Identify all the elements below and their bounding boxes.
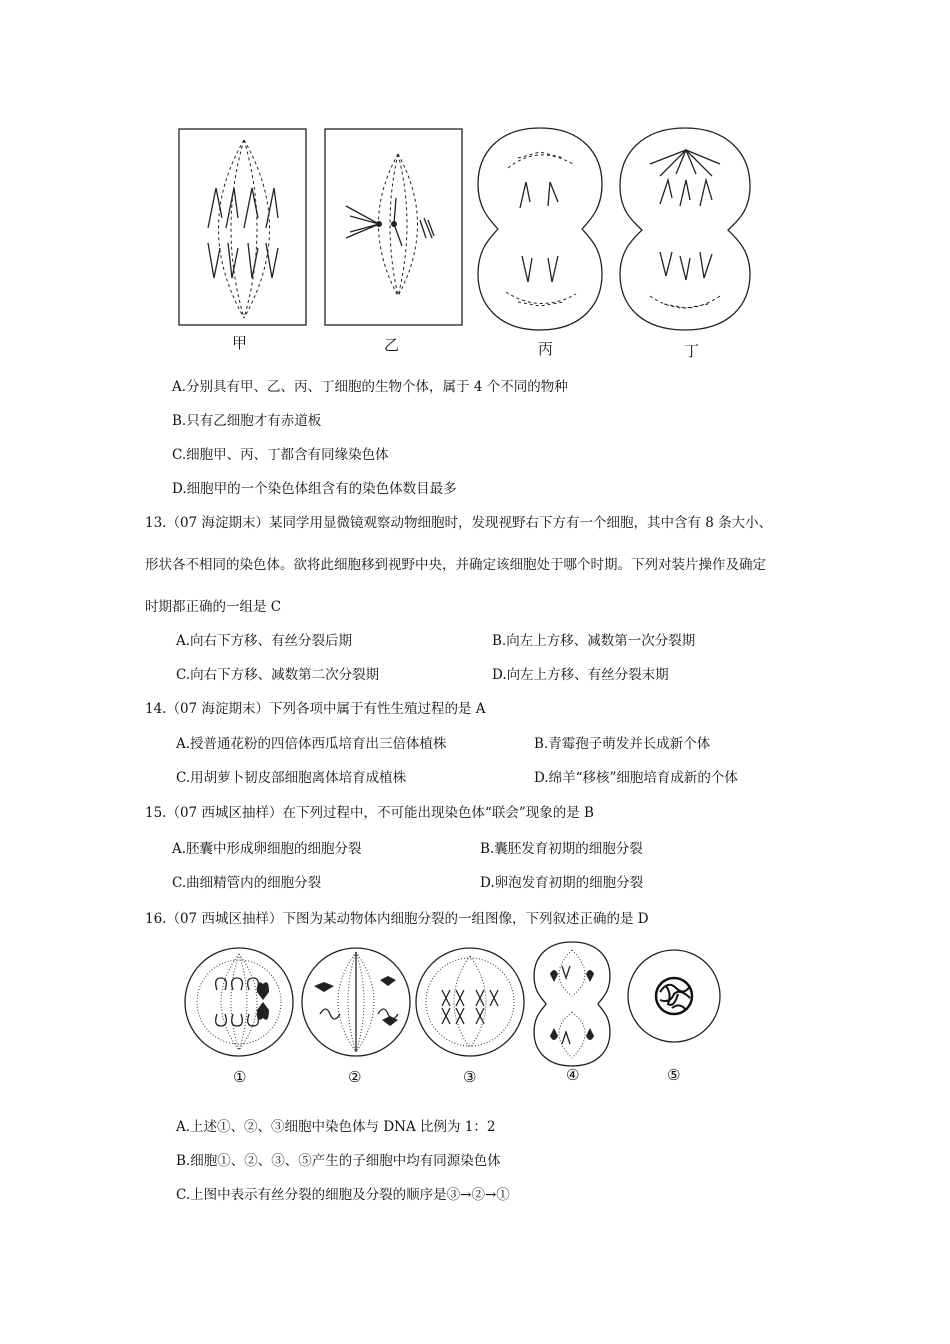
option-15-c: C.曲细精管内的细胞分裂 — [172, 875, 322, 891]
figure-label-2: ② — [348, 1068, 362, 1086]
option-16-c: C.上图中表示有丝分裂的细胞及分裂的顺序是③→②→① — [176, 1187, 510, 1203]
cell-diagram-1 — [183, 946, 295, 1058]
question-14-stem: 14.（07 海淀期末）下列各项中属于有性生殖过程的是 A — [145, 701, 486, 717]
question-16-stem: 16.（07 西城区抽样）下图为某动物体内细胞分裂的一组图像，下列叙述正确的是 D — [145, 911, 649, 927]
question-13-stem-line-1: 13.（07 海淀期末）某同学用显微镜观察动物细胞时，发现视野右下方有一个细胞，其中含有 8 条大小、 — [145, 515, 773, 531]
cell-diagram-4 — [532, 940, 612, 1068]
option-16-b: B.细胞①、②、③、⑤产生的子细胞中均有同源染色体 — [176, 1153, 501, 1169]
cell-diagram-jia — [178, 128, 308, 328]
option-12-c: C.细胞甲、丙、丁都含有同缘染色体 — [172, 447, 389, 463]
figure-label-bing: 丙 — [538, 340, 554, 358]
option-14-c: C.用胡萝卜韧皮部细胞离体培育成植株 — [176, 770, 407, 786]
cell-diagram-yi — [324, 128, 464, 328]
figure-label-3: ③ — [463, 1068, 477, 1086]
option-13-d: D.向左上方移、有丝分裂末期 — [492, 667, 669, 683]
cell-diagram-5 — [626, 948, 722, 1044]
option-15-b: B.囊胚发育初期的细胞分裂 — [480, 841, 643, 857]
figure-label-ding: 丁 — [684, 342, 700, 360]
question-13-stem-line-3: 时期都正确的一组是 C — [145, 599, 282, 615]
option-13-c: C.向右下方移、减数第二次分裂期 — [176, 667, 380, 683]
figure-label-jia: 甲 — [232, 334, 248, 352]
option-13-b: B.向左上方移、减数第一次分裂期 — [492, 633, 696, 649]
option-14-a: A.授普通花粉的四倍体西瓜培育出三倍体植株 — [176, 736, 447, 752]
option-15-d: D.卵泡发育初期的细胞分裂 — [480, 875, 644, 891]
option-12-d: D.细胞甲的一个染色体组含有的染色体数目最多 — [172, 481, 457, 497]
cell-diagram-bing — [478, 124, 602, 334]
option-16-a: A.上述①、②、③细胞中染色体与 DNA 比例为 1：2 — [176, 1119, 496, 1135]
cell-diagram-3 — [414, 946, 526, 1058]
option-13-a: A.向右下方移、有丝分裂后期 — [176, 633, 353, 649]
option-12-a: A.分别具有甲、乙、丙、丁细胞的生物个体，属于 4 个不同的物种 — [172, 379, 568, 395]
figure-label-4: ④ — [566, 1066, 580, 1084]
cell-diagram-2 — [300, 946, 412, 1058]
figure-label-1: ① — [233, 1068, 247, 1086]
figure-label-5: ⑤ — [667, 1066, 681, 1084]
cell-diagram-ding — [620, 124, 750, 334]
question-13-stem-line-2: 形状各不相同的染色体。欲将此细胞移到视野中央，并确定该细胞处于哪个时期。下列对装片操作及确定 — [145, 557, 766, 573]
option-14-b: B.青霉孢子萌发并长成新个体 — [534, 736, 711, 752]
question-15-stem: 15.（07 西城区抽样）在下列过程中，不可能出现染色体“联会”现象的是 B — [145, 805, 594, 821]
option-14-d: D.绵羊“移核”细胞培育成新的个体 — [534, 770, 738, 786]
figure-label-yi: 乙 — [384, 336, 400, 354]
option-15-a: A.胚囊中形成卵细胞的细胞分裂 — [172, 841, 362, 857]
option-12-b: B.只有乙细胞才有赤道板 — [172, 413, 322, 429]
